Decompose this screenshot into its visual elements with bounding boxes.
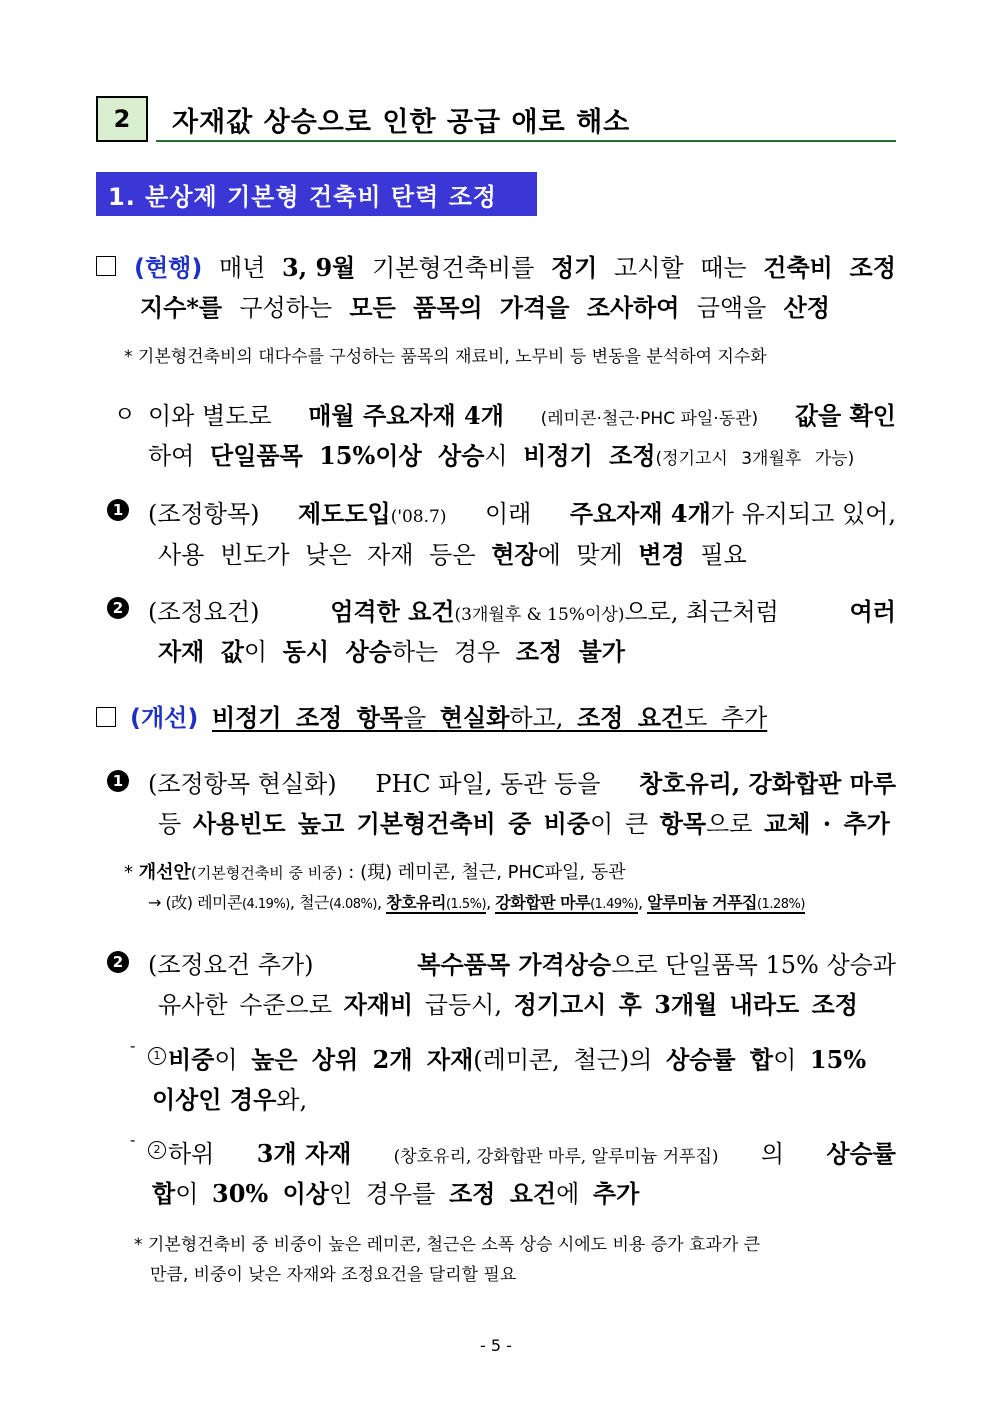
text: 시 bbox=[484, 442, 508, 470]
issue-2-line-1 bbox=[148, 592, 896, 627]
text: (1.28%) bbox=[756, 897, 805, 912]
text: 을 bbox=[402, 704, 427, 732]
current-word: 모든 bbox=[349, 293, 396, 322]
text: 정기고시 후 3개월 내라도 조정 bbox=[513, 990, 858, 1019]
sub-2-line-1 bbox=[148, 1134, 896, 1169]
text: PHC 파일, 동관 등을 bbox=[375, 770, 601, 798]
subsection-title-bar bbox=[96, 172, 537, 216]
text: , bbox=[638, 893, 648, 912]
text: 이래 bbox=[484, 500, 532, 528]
improve-note-1 bbox=[124, 858, 626, 884]
text: , 철근 bbox=[289, 893, 329, 912]
sub-2-number-icon: 2 bbox=[148, 1141, 166, 1159]
text: 동시 상승 bbox=[282, 637, 392, 666]
text: 으로 bbox=[706, 810, 753, 838]
text: , bbox=[376, 893, 387, 912]
improve-1-number-icon: 1 bbox=[107, 770, 129, 792]
text: 유사한 수준으로 bbox=[158, 991, 332, 1019]
text: 교체 · 추가 bbox=[764, 809, 890, 838]
bullet-line-1 bbox=[148, 396, 896, 431]
issue-2-number-icon: 2 bbox=[107, 597, 129, 619]
text: (레미콘, 철근) bbox=[473, 1046, 630, 1074]
current-word: 3, 9월 bbox=[282, 253, 356, 282]
text: (조정요건) bbox=[148, 598, 260, 626]
text: 이 큰 bbox=[590, 810, 649, 838]
text: 가 유지되고 있어, bbox=[710, 500, 896, 528]
text: 사용 빈도가 낮은 자재 등은 bbox=[158, 541, 476, 569]
text: 복수품목 가격상승 bbox=[417, 950, 612, 979]
issue-1-line-2 bbox=[158, 535, 747, 570]
text: 자재비 bbox=[343, 990, 414, 1019]
text: , bbox=[486, 893, 496, 912]
current-word: 고시할 bbox=[614, 254, 684, 282]
text: 하고, bbox=[509, 704, 564, 732]
text: (1.49%) bbox=[590, 897, 639, 912]
text: (4.08%) bbox=[328, 897, 377, 912]
text: 이상인 경우 bbox=[152, 1085, 277, 1114]
text: 창호유리, 강화합판 마루 bbox=[639, 769, 896, 798]
section-number-box bbox=[96, 96, 148, 142]
issue-1-line-1 bbox=[148, 494, 896, 529]
current-word: 건축비 bbox=[763, 253, 833, 282]
text: 조정 요건 bbox=[576, 703, 685, 732]
text: 높은 상위 2개 자재 bbox=[251, 1045, 474, 1074]
text: 엄격한 요건 bbox=[330, 597, 455, 626]
page-number: - 5 - bbox=[480, 1336, 512, 1355]
text: 알루미늄 거푸집 bbox=[647, 893, 757, 912]
text: 하여 bbox=[148, 442, 195, 470]
section-title: 자재값 상승으로 인한 공급 애로 해소 bbox=[172, 107, 631, 138]
text: * bbox=[124, 862, 139, 883]
text: 상승률 합 bbox=[666, 1045, 774, 1074]
current-word: 매년 bbox=[218, 254, 266, 282]
text: (조정요건 추가) bbox=[148, 951, 314, 979]
text: 변경 bbox=[638, 540, 685, 569]
text: 추가 bbox=[592, 1179, 640, 1208]
current-word: 정기 bbox=[550, 253, 598, 282]
issue-2-line-2 bbox=[158, 632, 625, 667]
subsection-title: 1. 분상제 기본형 건축비 탄력 조정 bbox=[108, 182, 497, 211]
current-word: 조정 bbox=[849, 253, 896, 282]
text: 의 bbox=[629, 1046, 653, 1074]
text: 이 bbox=[773, 1046, 797, 1074]
improve-1-line-2 bbox=[158, 804, 890, 839]
improve-heading bbox=[130, 698, 767, 733]
improve-checkbox bbox=[96, 707, 116, 731]
text: 단일품목 15%이상 상승 bbox=[210, 441, 485, 470]
text: 이 bbox=[214, 1046, 238, 1074]
text: 강화합판 마루 bbox=[495, 893, 591, 912]
issue-1-number-icon: 1 bbox=[107, 499, 129, 521]
sub-1-dash: - bbox=[130, 1036, 136, 1055]
section-number: 2 bbox=[113, 105, 131, 133]
improve-2-number-icon: 2 bbox=[107, 951, 129, 973]
text: 상승률 bbox=[826, 1139, 896, 1168]
current-word: 품목의 bbox=[413, 293, 483, 322]
sub-2-line-2 bbox=[152, 1174, 639, 1209]
text: ('08.7) bbox=[390, 507, 447, 527]
sub-1-number-icon: 1 bbox=[148, 1047, 166, 1065]
text: 이 bbox=[175, 1180, 199, 1208]
text: 값을 확인 bbox=[794, 401, 896, 430]
text: 급등시, bbox=[424, 991, 502, 1019]
current-word: 기본형건축비를 bbox=[372, 254, 535, 282]
current-word: 조사하여 bbox=[586, 293, 680, 322]
current-tag: (현행) bbox=[134, 254, 203, 282]
improve-2-line-1 bbox=[148, 945, 896, 980]
bullet-mark: ㅇ bbox=[114, 403, 136, 428]
text: 의 bbox=[760, 1140, 785, 1168]
text: → (改) 레미콘 bbox=[148, 893, 242, 912]
current-word: 산정 bbox=[783, 293, 830, 322]
text: 매월 주요자재 4개 bbox=[308, 401, 504, 430]
text: 에 bbox=[556, 1180, 580, 1208]
text: 여러 bbox=[849, 597, 896, 626]
text: 비중 bbox=[168, 1045, 215, 1074]
current-checkbox bbox=[96, 256, 116, 280]
text: 와, bbox=[276, 1086, 308, 1114]
text: 합 bbox=[152, 1179, 176, 1208]
text: (기본형건축비 중 비중) bbox=[190, 864, 343, 882]
bullet-line-2 bbox=[148, 436, 854, 471]
text: 창호유리 bbox=[386, 893, 446, 912]
current-word: 구성하는 bbox=[239, 294, 333, 322]
text: 주요자재 4개 bbox=[569, 499, 711, 528]
text: 으로, 최근처럼 bbox=[624, 598, 779, 626]
improve-2-line-2 bbox=[158, 985, 858, 1020]
current-footnote: * 기본형건축비의 대다수를 구성하는 품목의 재료비, 노무비 등 변동을 분석하여 지수화 bbox=[124, 347, 767, 367]
text: 조정 요건 bbox=[448, 1179, 557, 1208]
sub-1-line-1 bbox=[148, 1040, 866, 1075]
sub-1-line-2 bbox=[152, 1080, 307, 1115]
current-word: 금액을 bbox=[696, 294, 767, 322]
text: (창호유리, 강화합판 마루, 알루미늄 거푸집) bbox=[393, 1147, 719, 1167]
improve-1-line-1 bbox=[148, 764, 896, 799]
text: 15% bbox=[809, 1045, 867, 1074]
text: (1.5%) bbox=[445, 897, 487, 912]
text: 비정기 조정 bbox=[523, 441, 656, 470]
final-note-line-1: * 기본형건축비 중 비중이 높은 레미콘, 철근은 소폭 상승 시에도 비용 증가 효과가 큰 bbox=[134, 1235, 761, 1255]
text: (정기고시 3개월후 가능) bbox=[655, 449, 855, 469]
text: 조정 불가 bbox=[515, 637, 625, 666]
current-word: 때는 bbox=[700, 254, 747, 282]
text: 으로 단일품목 15% 상승과 bbox=[611, 951, 896, 979]
text: (3개월후 & 15%이상) bbox=[454, 605, 625, 625]
text: 등 bbox=[158, 810, 182, 838]
text: 이 bbox=[243, 638, 268, 666]
text: 30% 이상 bbox=[212, 1179, 329, 1208]
improve-tag: (개선) bbox=[130, 704, 199, 732]
current-word: 가격을 bbox=[499, 293, 570, 322]
current-line-2 bbox=[140, 288, 830, 323]
text: 현실화 bbox=[439, 703, 510, 732]
text: 필요 bbox=[700, 541, 747, 569]
current-word: 지수*를 bbox=[140, 293, 223, 322]
sub-2-dash: - bbox=[130, 1130, 136, 1149]
text: 자재 값 bbox=[158, 637, 244, 666]
text: 비정기 조정 항목 bbox=[211, 703, 403, 732]
section-underline bbox=[156, 140, 896, 142]
text: 개선안 bbox=[138, 862, 191, 883]
text: (조정항목 현실화) bbox=[148, 770, 337, 798]
text: 하는 경우 bbox=[391, 638, 501, 666]
text: 도 추가 bbox=[684, 704, 768, 732]
text: 에 맞게 bbox=[537, 541, 623, 569]
text: (레미콘·철근·PHC 파일·동관) bbox=[540, 409, 759, 429]
text: 항목 bbox=[659, 809, 707, 838]
text: 이와 별도로 bbox=[148, 402, 272, 430]
text: (4.19%) bbox=[241, 897, 290, 912]
text: 하위 bbox=[168, 1140, 215, 1168]
improve-note-2 bbox=[148, 890, 805, 913]
text: 인 경우를 bbox=[328, 1180, 436, 1208]
text: 제도도입 bbox=[297, 499, 391, 528]
text: 사용빈도 높고 기본형건축비 중 비중 bbox=[192, 809, 591, 838]
text: : (現) 레미콘, 철근, PHC파일, 동관 bbox=[342, 862, 626, 883]
text: (조정항목) bbox=[148, 500, 260, 528]
text: 3개 자재 bbox=[256, 1139, 352, 1168]
final-note-line-2: 만큼, 비중이 낮은 자재와 조정요건을 달리할 필요 bbox=[150, 1265, 517, 1285]
current-line-1 bbox=[134, 248, 896, 283]
text: 현장 bbox=[491, 540, 538, 569]
